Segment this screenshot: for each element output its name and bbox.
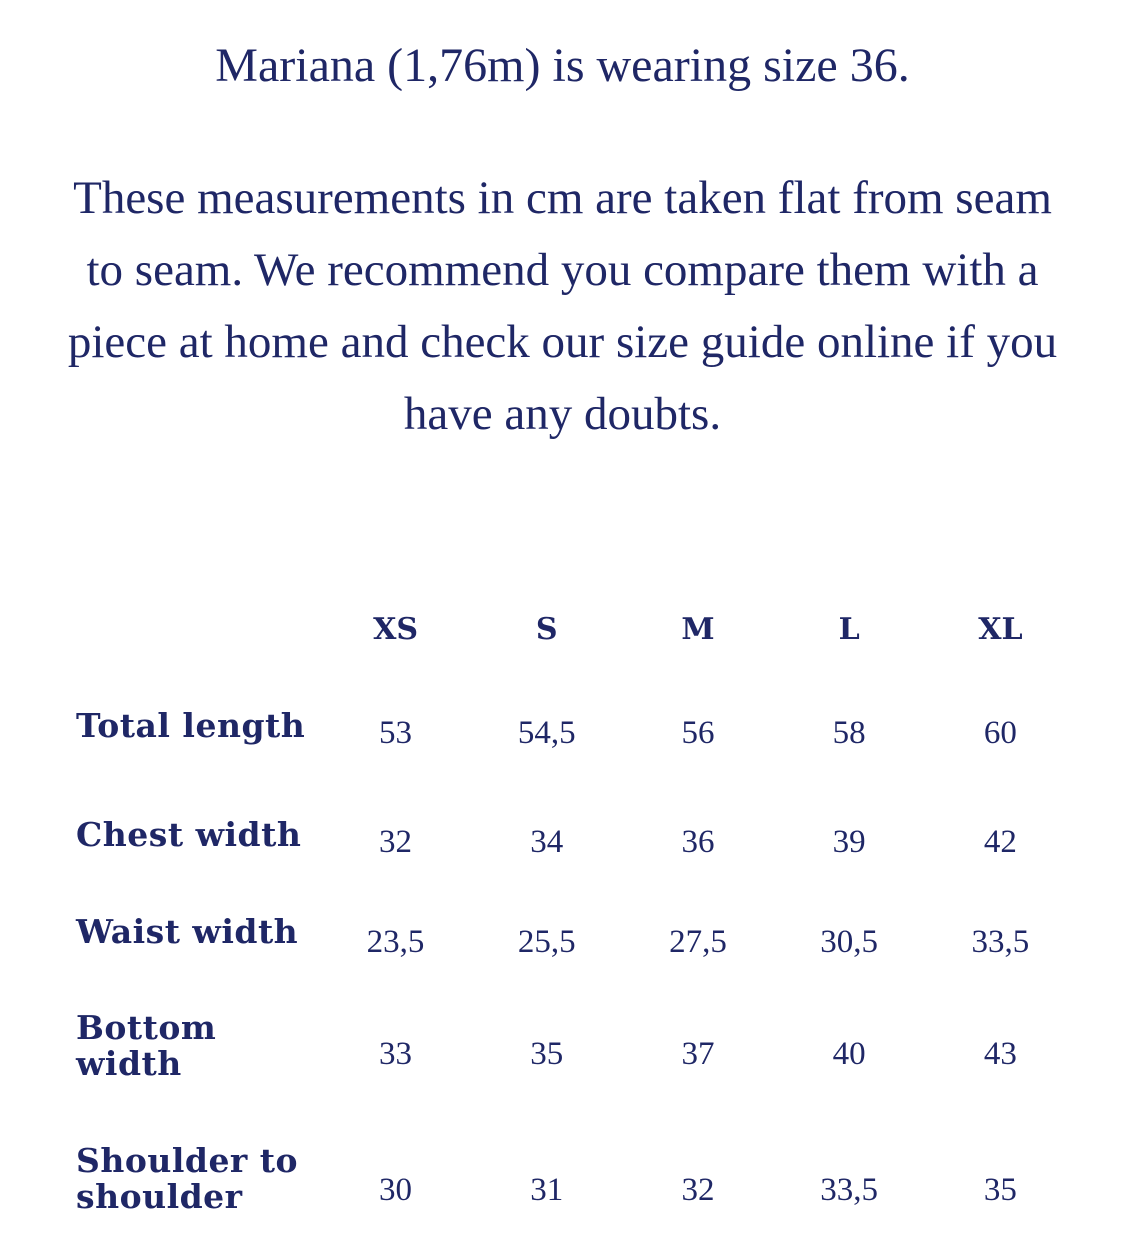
table-cell: 42: [983, 823, 1017, 860]
row-label: Chest width: [76, 815, 302, 854]
size-header-xl: XL: [978, 611, 1023, 647]
size-header-s: S: [535, 611, 558, 647]
table-cell: 23,5: [366, 923, 425, 960]
measurement-instructions: These measurements in cm are taken flat from seam to seam. We recommend you compare them with a piece at home and check our size guide online if you have any doubts.: [67, 172, 1058, 440]
table-cell: 30: [379, 1171, 413, 1208]
table-cell: 35: [530, 1035, 564, 1072]
size-header-l: L: [838, 611, 860, 647]
table-cell: 34: [530, 823, 564, 860]
header-empty-cell: [76, 596, 320, 662]
table-row-bottom-width: [76, 984, 1076, 1108]
table-cell: 30,5: [820, 923, 879, 960]
table-cell: 39: [832, 823, 866, 860]
size-header-row: [76, 596, 1076, 662]
table-cell: 53: [379, 714, 413, 751]
table-cell: 32: [681, 1171, 715, 1208]
table-cell: 33,5: [971, 923, 1030, 960]
size-chart-table: [76, 596, 1076, 1250]
row-label: Total length: [76, 706, 306, 745]
table-cell: 43: [983, 1035, 1017, 1072]
row-label: Shoulder to shoulder: [76, 1141, 299, 1216]
table-row-waist-width: [76, 880, 1076, 984]
table-cell: 54,5: [517, 714, 576, 751]
model-size-note: Mariana (1,76m) is wearing size 36.: [215, 39, 910, 92]
table-cell: 36: [681, 823, 715, 860]
row-label: Bottom width: [76, 1008, 217, 1083]
table-cell: 37: [681, 1035, 715, 1072]
table-cell: 33,5: [820, 1171, 879, 1208]
table-cell: 31: [530, 1171, 564, 1208]
table-cell: 58: [832, 714, 866, 751]
table-cell: 27,5: [669, 923, 727, 960]
table-row-shoulder-to-shoulder: [76, 1108, 1076, 1250]
table-cell: 25,5: [517, 923, 576, 960]
table-cell: 35: [983, 1171, 1017, 1208]
size-header-xs: XS: [373, 611, 419, 647]
table-cell: 56: [681, 714, 715, 751]
table-cell: 32: [379, 823, 413, 860]
table-row-chest-width: [76, 790, 1076, 880]
table-cell: 40: [832, 1035, 866, 1072]
table-cell: 60: [983, 714, 1017, 751]
row-label: Waist width: [76, 912, 299, 951]
table-cell: 33: [379, 1035, 413, 1072]
size-header-m: M: [681, 611, 715, 647]
table-row-total-length: [76, 662, 1076, 790]
